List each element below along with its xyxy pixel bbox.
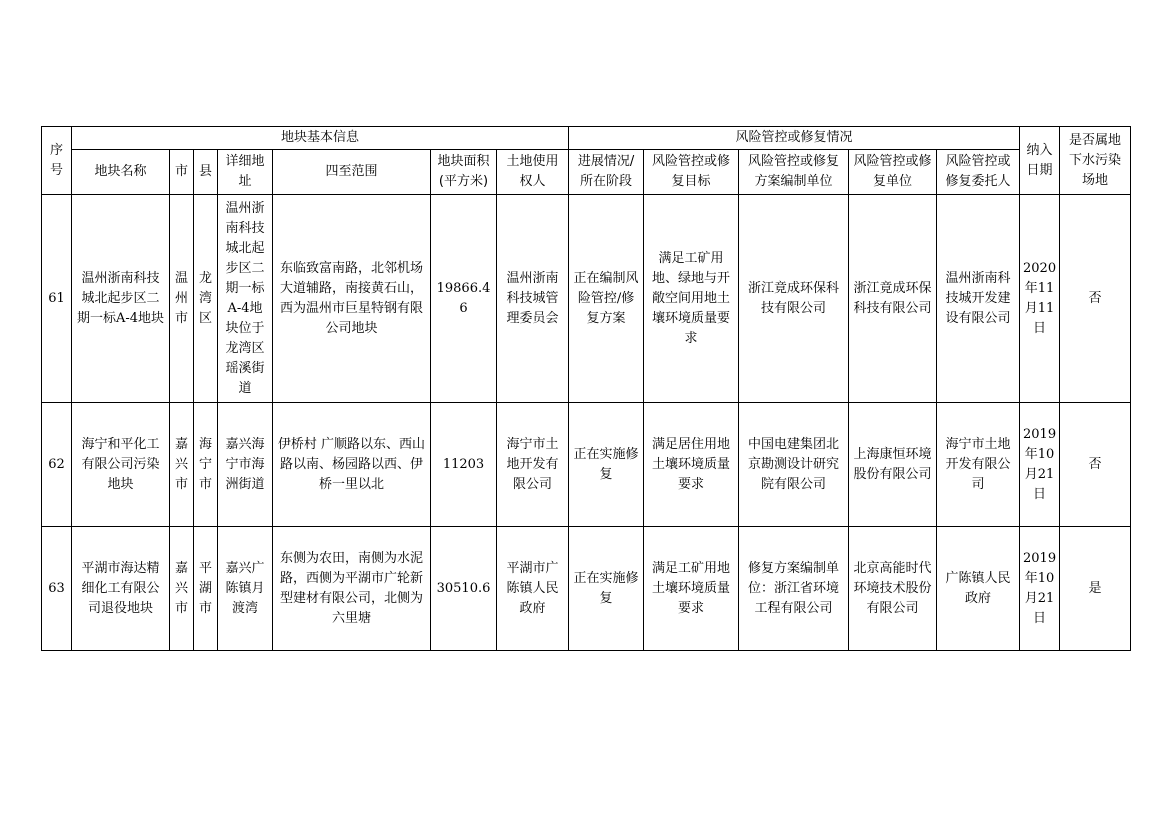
cell-groundwater: 否: [1060, 403, 1131, 527]
header-name: 地块名称: [72, 150, 170, 195]
cell-no: 62: [42, 403, 72, 527]
header-date: 纳入日期: [1020, 127, 1060, 195]
header-contractor: 风险管控或修复单位: [849, 150, 937, 195]
header-row-columns: [42, 150, 1131, 195]
cell-county: 平湖市: [194, 527, 218, 651]
cell-groundwater: 否: [1060, 195, 1131, 403]
table-row: [42, 195, 1131, 403]
cell-date: 2019年10月21日: [1020, 403, 1060, 527]
header-remediation: 风险管控或修复情况: [569, 127, 1020, 150]
header-progress: 进展情况/所在阶段: [569, 150, 644, 195]
cell-owner: 海宁市土地开发有限公司: [497, 403, 569, 527]
cell-client: 广陈镇人民政府: [937, 527, 1020, 651]
header-planner: 风险管控或修复方案编制单位: [739, 150, 849, 195]
header-no: 序号: [42, 127, 72, 195]
contaminated-site-table: [41, 126, 1131, 651]
cell-boundary: 东临致富南路，北邻机场大道辅路，南接黄石山，西为温州市巨星特钢有限公司地块: [273, 195, 431, 403]
header-area: 地块面积(平方米): [431, 150, 497, 195]
cell-address: 温州浙南科技城北起步区二期一标A-4地块位于龙湾区瑶溪街道: [218, 195, 273, 403]
cell-client: 温州浙南科技城开发建设有限公司: [937, 195, 1020, 403]
cell-contractor: 北京高能时代环境技术股份有限公司: [849, 527, 937, 651]
cell-planner: 浙江竟成环保科技有限公司: [739, 195, 849, 403]
cell-target: 满足工矿用地土壤环境质量要求: [644, 527, 739, 651]
header-target: 风险管控或修复目标: [644, 150, 739, 195]
cell-client: 海宁市土地开发有限公司: [937, 403, 1020, 527]
header-groundwater: 是否属地下水污染场地: [1060, 127, 1131, 195]
cell-address: 嘉兴广陈镇月渡湾: [218, 527, 273, 651]
cell-area: 19866.46: [431, 195, 497, 403]
cell-boundary: 伊桥村 广顺路以东、西山路以南、杨园路以西、伊桥一里以北: [273, 403, 431, 527]
cell-target: 满足居住用地土壤环境质量要求: [644, 403, 739, 527]
header-client: 风险管控或修复委托人: [937, 150, 1020, 195]
cell-city: 嘉兴市: [170, 403, 194, 527]
header-row-group: [42, 127, 1131, 150]
cell-groundwater: 是: [1060, 527, 1131, 651]
table-row: [42, 403, 1131, 527]
cell-address: 嘉兴海宁市海洲街道: [218, 403, 273, 527]
header-boundary: 四至范围: [273, 150, 431, 195]
cell-progress: 正在实施修复: [569, 403, 644, 527]
cell-planner: 中国电建集团北京勘测设计研究院有限公司: [739, 403, 849, 527]
header-city: 市: [170, 150, 194, 195]
cell-owner: 平湖市广陈镇人民政府: [497, 527, 569, 651]
cell-progress: 正在实施修复: [569, 527, 644, 651]
header-address: 详细地址: [218, 150, 273, 195]
cell-contractor: 上海康恒环境股份有限公司: [849, 403, 937, 527]
cell-county: 海宁市: [194, 403, 218, 527]
cell-owner: 温州浙南科技城管理委员会: [497, 195, 569, 403]
cell-area: 11203: [431, 403, 497, 527]
cell-date: 2020年11月11日: [1020, 195, 1060, 403]
cell-name: 温州浙南科技城北起步区二期一标A-4地块: [72, 195, 170, 403]
cell-no: 61: [42, 195, 72, 403]
cell-contractor: 浙江竟成环保科技有限公司: [849, 195, 937, 403]
table-row: [42, 527, 1131, 651]
cell-progress: 正在编制风险管控/修复方案: [569, 195, 644, 403]
cell-name: 平湖市海达精细化工有限公司退役地块: [72, 527, 170, 651]
cell-city: 嘉兴市: [170, 527, 194, 651]
header-basic-info: 地块基本信息: [72, 127, 569, 150]
cell-no: 63: [42, 527, 72, 651]
cell-city: 温州市: [170, 195, 194, 403]
cell-area: 30510.6: [431, 527, 497, 651]
cell-date: 2019年10月21日: [1020, 527, 1060, 651]
cell-planner: 修复方案编制单位：浙江省环境工程有限公司: [739, 527, 849, 651]
header-county: 县: [194, 150, 218, 195]
cell-target: 满足工矿用地、绿地与开敞空间用地土壤环境质量要求: [644, 195, 739, 403]
cell-name: 海宁和平化工有限公司污染地块: [72, 403, 170, 527]
header-owner: 土地使用权人: [497, 150, 569, 195]
cell-county: 龙湾区: [194, 195, 218, 403]
cell-boundary: 东侧为农田，南侧为水泥路，西侧为平湖市广轮新型建材有限公司，北侧为六里塘: [273, 527, 431, 651]
